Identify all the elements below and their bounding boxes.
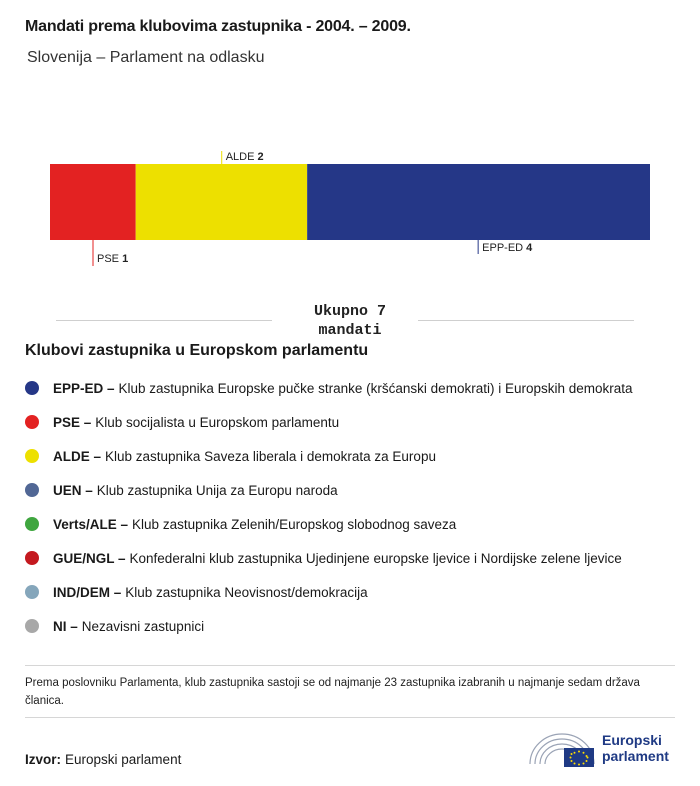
legend-color-dot — [25, 551, 39, 565]
legend-item — [25, 609, 685, 643]
legend-title: Klubovi zastupnika u Europskom parlamentu — [25, 342, 369, 359]
legend-item — [25, 507, 685, 541]
ep-logo — [528, 728, 669, 768]
legend-item — [25, 473, 685, 507]
source — [25, 752, 181, 767]
legend-color-dot — [25, 415, 39, 429]
legend-color-dot — [25, 619, 39, 633]
legend-item — [25, 439, 685, 473]
divider — [25, 665, 675, 666]
legend-code: UEN – — [53, 482, 93, 498]
total-rule-right — [418, 320, 634, 321]
legend-description: Konfederalni klub zastupnika Ujedinjene europske ljevice i Nordijske zelene ljevice — [129, 550, 622, 566]
legend-code: EPP-ED – — [53, 380, 115, 396]
footnote: Prema poslovniku Parlamenta, klub zastupnika sastoji se od najmanje 23 zastupnika izabranih u najmanje sedam država članica. — [25, 677, 640, 707]
legend-color-dot — [25, 449, 39, 463]
bar-segment-epp-ed — [307, 164, 650, 240]
total-rule-left — [56, 320, 272, 321]
legend-description: Klub socijalista u Europskom parlamentu — [95, 414, 340, 430]
legend-color-dot — [25, 585, 39, 599]
legend-description: Klub zastupnika Unija za Europu naroda — [96, 482, 338, 498]
legend-item — [25, 575, 685, 609]
total-seats — [0, 298, 700, 348]
legend-code: PSE – — [53, 414, 92, 430]
stacked-bar-chart — [0, 140, 700, 280]
bar-segment-pse — [50, 164, 136, 240]
logo-line2: parlament — [602, 748, 669, 764]
bar-segment-alde — [136, 164, 307, 240]
legend — [25, 371, 685, 643]
legend-description: Klub zastupnika Europske pučke stranke (kršćanski demokrati) i Europskih demokrata — [118, 380, 633, 396]
chart-subtitle: Slovenija – Parlament na odlasku — [27, 49, 265, 66]
data-label-alde: ALDE 2 — [225, 151, 264, 163]
source-label: Izvor: — [25, 752, 62, 767]
total-label-line1: Ukupno 7 — [313, 303, 386, 320]
total-label-line2: mandati — [318, 322, 382, 339]
legend-item — [25, 405, 685, 439]
legend-description: Klub zastupnika Zelenih/Europskog slobodnog saveza — [132, 516, 457, 532]
legend-description: Klub zastupnika Neovisnost/demokracija — [125, 584, 368, 600]
logo-line1: Europski — [602, 732, 662, 748]
legend-color-dot — [25, 483, 39, 497]
total-label — [300, 302, 400, 340]
legend-color-dot — [25, 517, 39, 531]
legend-code: GUE/NGL – — [53, 550, 126, 566]
legend-color-dot — [25, 381, 39, 395]
hemicycle-icon — [528, 728, 598, 768]
legend-code: Verts/ALE – — [53, 516, 129, 532]
data-label-pse: PSE 1 — [97, 253, 129, 265]
legend-description: Klub zastupnika Saveza liberala i demokrata za Europu — [105, 448, 436, 464]
legend-code: NI – — [53, 618, 78, 634]
divider — [25, 717, 675, 718]
legend-code: ALDE – — [53, 448, 102, 464]
legend-item — [25, 371, 685, 405]
legend-code: IND/DEM – — [53, 584, 122, 600]
legend-item — [25, 541, 685, 575]
legend-description: Nezavisni zastupnici — [81, 618, 205, 634]
source-value: Europski parlament — [65, 752, 182, 767]
data-label-epp-ed: EPP-ED 4 — [482, 242, 533, 254]
chart-title: Mandati prema klubovima zastupnika - 2004. – 2009. — [25, 18, 411, 35]
